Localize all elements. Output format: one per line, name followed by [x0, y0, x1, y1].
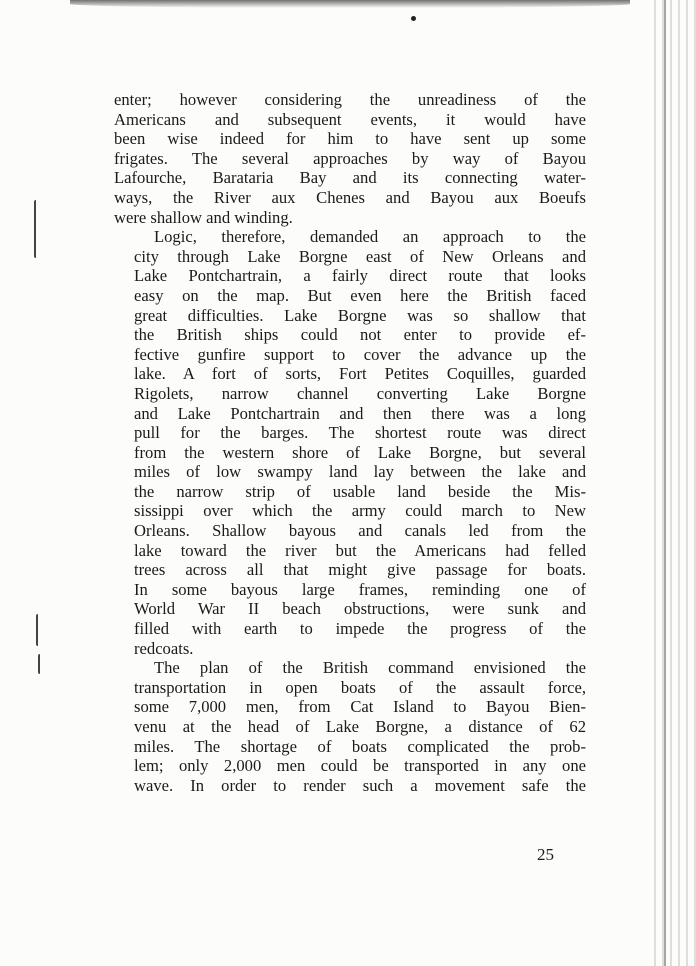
text-line: easy on the map. But even here the British faced: [134, 285, 586, 305]
text-line: been wise indeed for him to have sent up some: [114, 129, 586, 149]
scan-speck: [411, 16, 416, 21]
text-line: enter; however considering the unreadiness of the: [114, 90, 586, 109]
text-line: transportation in open boats of the assault force,: [134, 677, 586, 697]
text-line: frigates. The several approaches by way of Bayou: [114, 148, 586, 168]
text-line: Lake Pontchartrain, a fairly direct route that looks: [134, 266, 586, 286]
text-line: miles. The shortage of boats complicated the prob-: [134, 736, 586, 756]
text-line: the narrow strip of usable land beside the Mis-: [134, 481, 586, 501]
binding-edge-shading: [648, 0, 696, 966]
text-line: and Lake Pontchartrain and then there was a long: [134, 403, 586, 423]
paragraph: [114, 227, 586, 658]
text-line: ways, the River aux Chenes and Bayou aux Boeufs: [114, 187, 586, 207]
text-line: wave. In order to render such a movement safe the: [134, 775, 586, 795]
text-line: trees across all that might give passage for boats.: [134, 560, 586, 580]
text-line: city through Lake Borgne east of New Orleans and: [134, 246, 586, 266]
text-line: fective gunfire support to cover the advance up the: [134, 344, 586, 364]
binding-edge-line: [664, 0, 666, 966]
text-line: some 7,000 men, from Cat Island to Bayou Bien-: [134, 697, 586, 717]
margin-pencil-mark: [34, 200, 40, 258]
scan-shadow-top: [70, 0, 630, 8]
text-line: sissippi over which the army could march to New: [134, 501, 586, 521]
text-line: venu at the head of Lake Borgne, a distance of 62: [134, 717, 586, 736]
text-line: miles of low swampy land lay between the lake and: [134, 462, 586, 482]
margin-pencil-mark: [36, 614, 42, 646]
text-line: World War II beach obstructions, were sunk and: [134, 599, 586, 619]
text-line: pull for the barges. The shortest route was direct: [134, 423, 586, 443]
text-line: great difficulties. Lake Borgne was so shallow that: [134, 305, 586, 325]
text-line: The plan of the British command envisioned the: [154, 658, 586, 678]
body-text: [114, 90, 586, 795]
text-line: were shallow and winding.: [114, 207, 293, 227]
text-line: lake toward the river but the Americans had felled: [134, 540, 586, 560]
text-line: redcoats.: [134, 638, 194, 658]
text-line: the British ships could not enter to provide ef-: [134, 325, 586, 345]
text-line: Orleans. Shallow bayous and canals led from the: [134, 521, 586, 541]
text-line: Lafourche, Barataria Bay and its connecting water-: [114, 168, 586, 188]
text-line: Americans and subsequent events, it would have: [114, 109, 586, 129]
text-line: from the western shore of Lake Borgne, but several: [134, 442, 586, 462]
text-line: filled with earth to impede the progress of the: [134, 619, 586, 639]
page-number: 25: [537, 845, 554, 864]
paragraph: [114, 658, 586, 795]
margin-pencil-mark: [38, 654, 44, 674]
text-line: lem; only 2,000 men could be transported in any one: [134, 756, 586, 776]
text-line: Logic, therefore, demanded an approach to the: [154, 227, 586, 247]
text-line: Rigolets, narrow channel converting Lake Borgne: [134, 383, 586, 403]
paragraph: [114, 90, 586, 227]
text-line: In some bayous large frames, reminding one of: [134, 579, 586, 599]
text-line: lake. A fort of sorts, Fort Petites Coquilles, guarded: [134, 364, 586, 384]
